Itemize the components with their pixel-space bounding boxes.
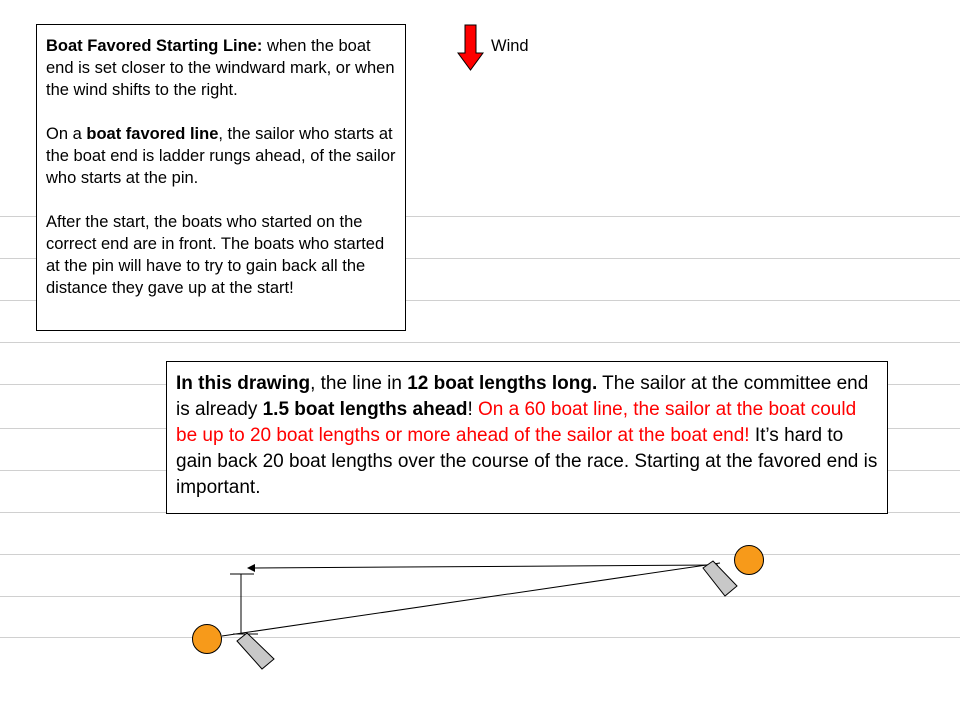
after-start-paragraph: After the start, the boats who started on the correct end are in front. The boats who started at the pin will have to try to gain back all the distance they gave up at the start! — [46, 213, 385, 297]
pin-end-boat — [237, 633, 274, 669]
committee-projection-arrow — [248, 565, 718, 568]
lengths-ahead: 1.5 boat lengths ahead — [262, 399, 468, 420]
long-line-warning: On a 60 boat line, the sailor at the boat could be up to 20 boat lengths or more ahead of the sailor at the boat end! — [176, 399, 857, 446]
committee-end-boat — [703, 561, 737, 596]
drawing-text-3: ! — [467, 399, 478, 420]
drawing-text-2: The sailor at the committee end is already — [176, 373, 869, 420]
advantage-text-start: On a — [46, 125, 87, 143]
definition-term: Boat Favored Starting Line: — [46, 37, 263, 55]
drawing-text-4: It’s hard to gain back 20 boat lengths over the course of the race. Starting at the favored end is important. — [176, 425, 878, 498]
definition-text: when the boat end is set closer to the windward mark, or when the wind shifts to the right. — [46, 37, 395, 99]
drawing-explanation-box — [166, 361, 888, 514]
advantage-paragraph — [46, 123, 396, 189]
distance-ahead-bracket — [230, 574, 258, 634]
wind-label: Wind — [491, 37, 529, 55]
line-length: 12 boat lengths long. — [407, 373, 598, 394]
advantage-text-end: , the sailor who starts at the boat end is ladder rungs ahead, of the sailor who starts at the pin. — [46, 125, 396, 187]
wind-arrow-icon — [458, 25, 483, 70]
starting-line — [222, 563, 720, 636]
drawing-explanation-paragraph — [176, 371, 878, 501]
committee-boat-mark — [735, 546, 764, 575]
advantage-term: boat favored line — [86, 125, 219, 143]
pin-mark — [193, 625, 222, 654]
favored-line-explanation-box — [36, 24, 406, 331]
drawing-text-1: , the line in — [310, 373, 408, 394]
definition-paragraph — [46, 35, 396, 101]
drawing-lead: In this drawing — [176, 373, 311, 394]
